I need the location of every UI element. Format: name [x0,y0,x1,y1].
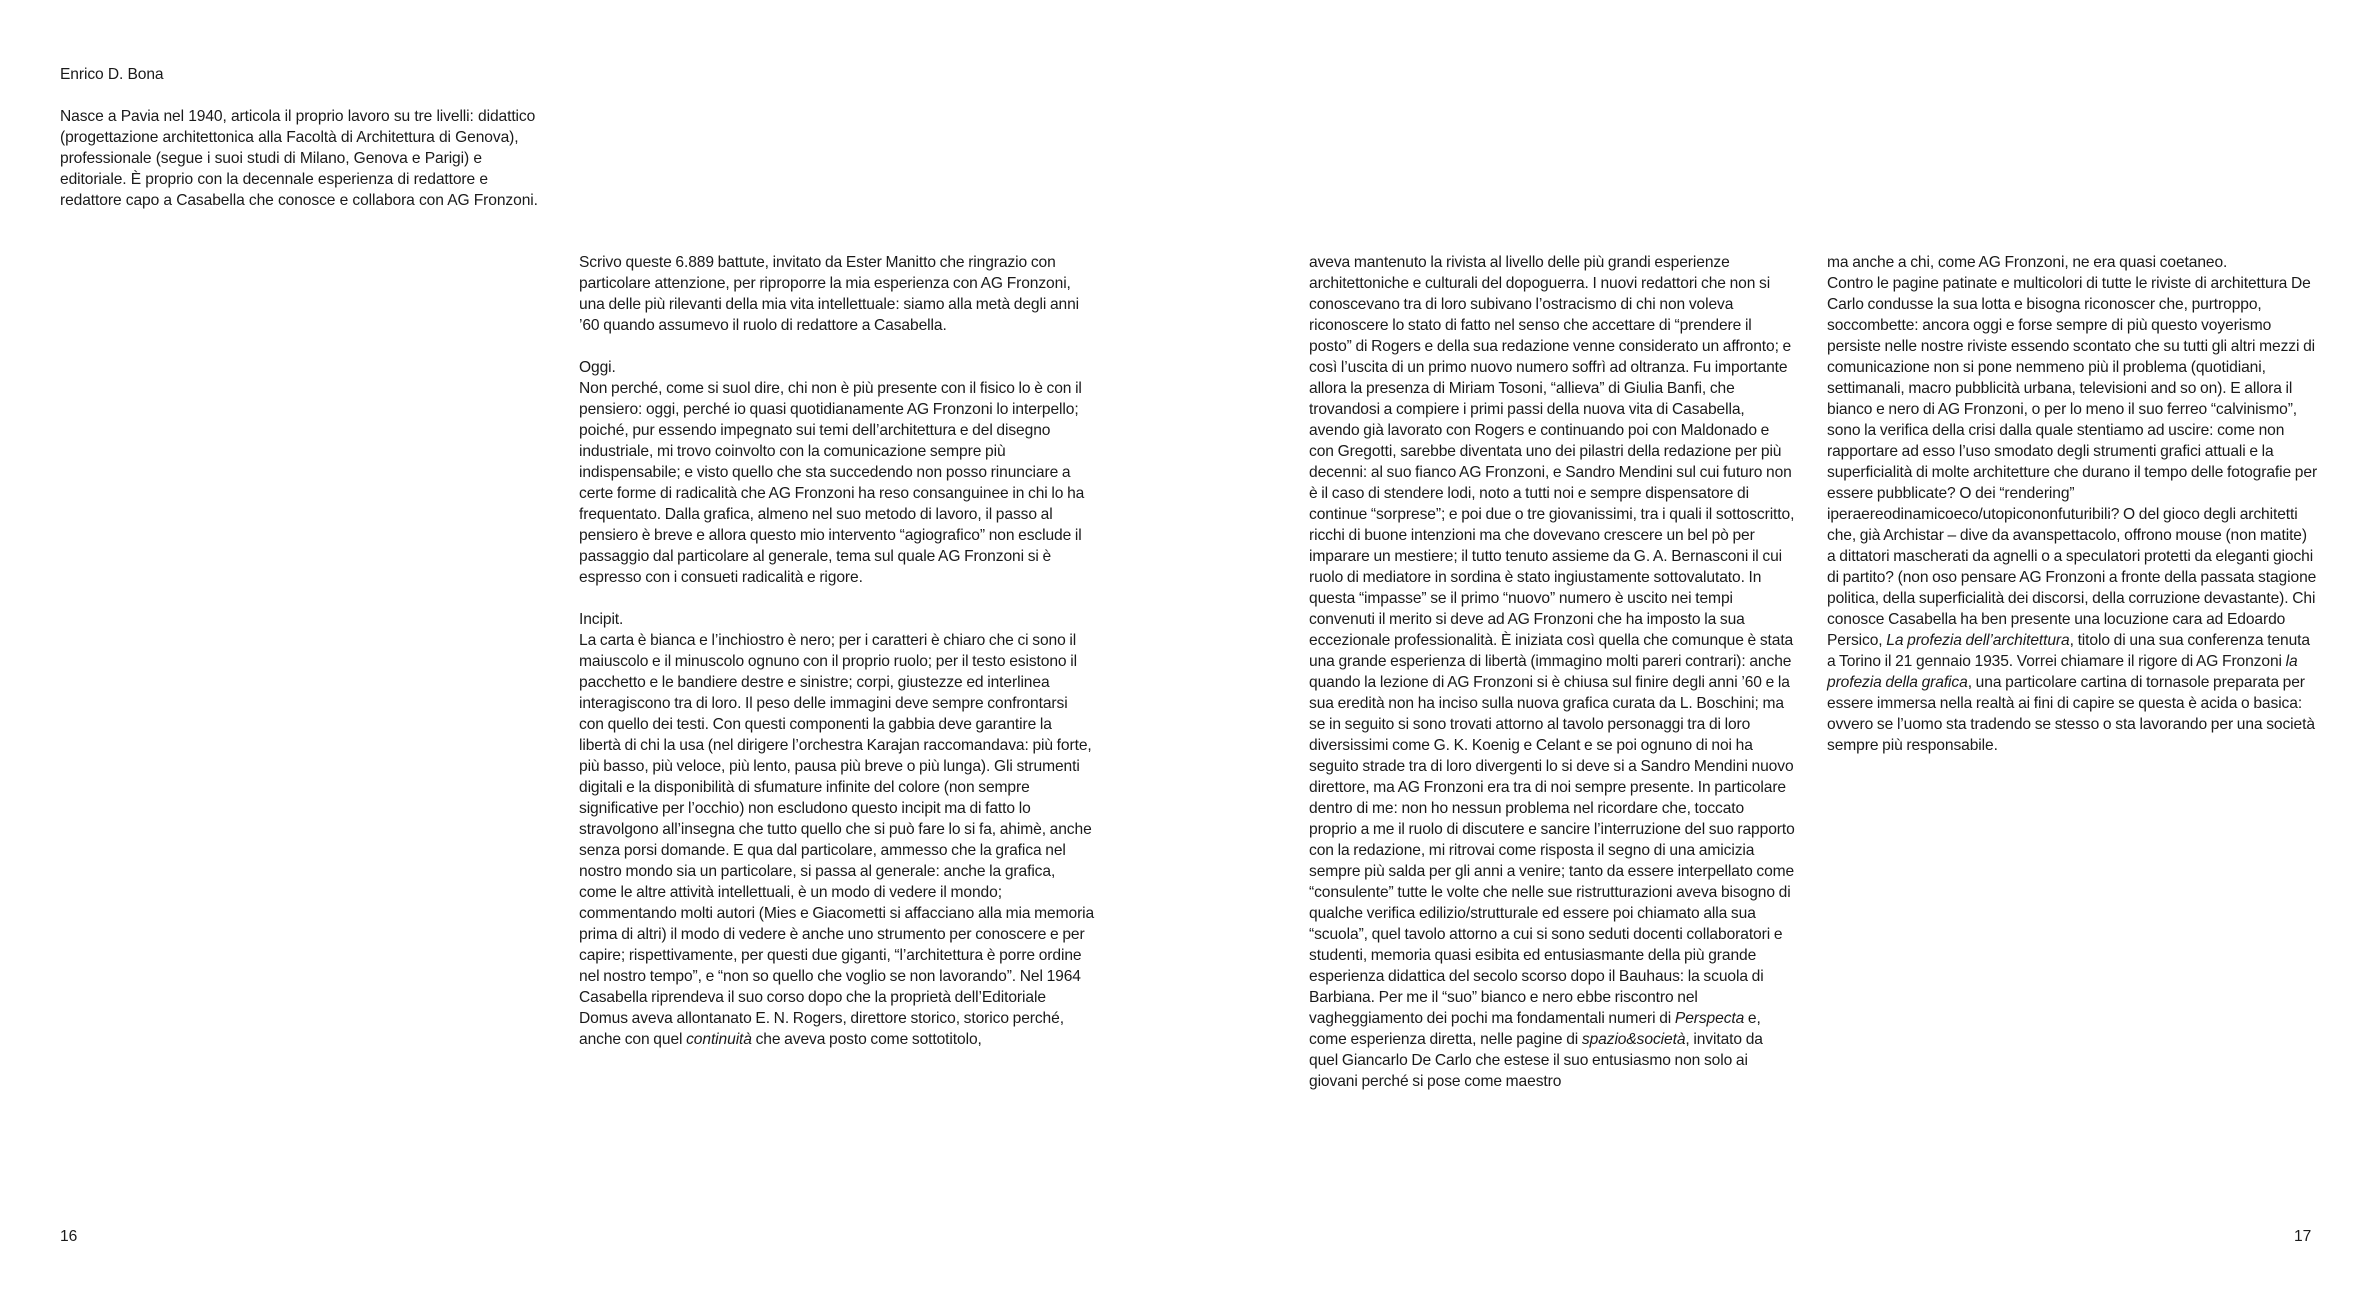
author-name: Enrico D. Bona [60,66,164,83]
oggi-paragraph: Non perché, come si suol dire, chi non è più presente con il fisico lo è con il pensiero: oggi, perché io quasi quotidianamente AG Fronzoni lo interpello; poiché, pur essendo impegnato sui temi dell’architettura e del disegno industriale, mi trovo coinvolto con la comunicazione sempre più indispensabile; e visto quello che sta succedendo non posso rinunciare a certe forme di radicalità che AG Fronzoni ha reso consanguinee in chi lo ha frequentato. Dalla grafica, almeno nel suo metodo di lavoro, il passo al pensiero è breve e allora questo mio intervento “agiografico” non esclude il passaggio dal particolare al generale, tema sul quale AG Fronzoni si è espresso con i consueti radicalità e rigore. [579,380,1085,586]
incipit-italic-continuita: continuità [686,1031,752,1048]
italic-profezia-grafica: la profezia della grafica [1827,653,2298,691]
column-2-text-part-a: aveva mantenuto la rivista al livello delle più grandi esperienze architettoniche e culturali del dopoguerra. I nuovi redattori che non si conoscevano tra di loro subivano l’ostracismo di chi non voleva riconoscere lo stato di fatto nel senso che accettare di “prendere il posto” di Rogers e della sua redazione venne considerato un affronto; e così l’uscita di un primo nuovo numero soffrì ad oltranza. Fu importante allora la presenza di Miriam Tosoni, “allieva” di Giulia Banfi, che trovandosi a compiere i primi passi della nuova vita di Casabella, avendo già lavorato con Rogers e continuando poi con Maldonado e con Gregotti, sarebbe diventata uno dei pilastri della redazione per più decenni: al suo fianco AG Fronzoni, e Sandro Mendini sul cui futuro non è il caso di stendere lodi, noto a tutti noi e sempre dispensatore di continue “sorprese”; e poi due o tre giovanissimi, tra i quali il sottoscritto, ricchi di buone intenzioni ma che dovevano crescere un bel pò per imparare un mestiere; il tutto tenuto assieme da G. A. Bernasconi il cui ruolo di mediatore in sordina è stato ingiustamente sottovalutato. In questa “impasse” se il primo “nuovo” numero è uscito nei tempi convenuti il merito si deve ad AG Fronzoni che ha imposto la sua eccezionale professionalità. È iniziata così quella che comunque è stata una grande esperienza di libertà (immagino molti pareri contrari): anche quando la lezione di AG Fronzoni si è chiusa sul finire degli anni ’60 e la sua eredità non ha inciso sulla nuova grafica curata da L. Boschini; ma se in seguito si sono trovati attorno al tavolo personaggi tra di loro diversissimi come G. K. Koenig e Celant e se poi ognuno di noi ha seguito strade tra di loro divergenti lo si deve si a Sandro Mendini nuovo direttore, ma AG Fronzoni era tra di noi sempre presente. In particolare dentro di me: non ho nessun problema nel ricordare che, toccato proprio a me il ruolo di discutere e sancire l’interruzione del suo rapporto con la redazione, mi ritrovai come risposta il segno di una amicizia sempre più salda per gli anni a venire; tanto da essere interpellato come “consulente” tutte le volte che nelle sue ristrutturazioni aveva bisogno di qualche verifica edilizio/strutturale ed essere poi chiamato alla sua “scuola”, quel tavolo attorno a cui si sono seduti docenti collaboratori e studenti, memoria quasi esibita ed entusiasmante della più grande esperienza didattica del secolo scorso dopo il Bauhaus: la scuola di Barbiana. Per me il “suo” bianco e nero ebbe riscontro nel vagheggiamento dei pochi ma fondamentali numeri di [1309,254,1795,1027]
intro-paragraph: Scrivo queste 6.889 battute, invitato da Ester Manitto che ringrazio con particolare attenzione, per riproporre la mia esperienza con AG Fronzoni, una delle più rilevanti della mia vita intellettuale: siamo alla metà degli anni ’60 quando assumevo il ruolo di redattore a Casabella. [579,254,1080,334]
incipit-paragraph [579,630,1095,1050]
column-3-text-part-c: , una particolare cartina di tornasole preparata per essere immersa nella realtà ai fini di capire se questa è acida o basica: ovvero se l’uomo sta tradendo se stesso o sta lavorando per una società sempre più responsabile. [1827,674,2315,754]
paragraph-gap [579,588,1095,609]
italic-spazio-societa: spazio&società [1581,1031,1686,1048]
column-2-text-part-c: , invitato da quel Giancarlo De Carlo che estese il suo entusiasmo non solo ai giovani perché si pose come maestro [1309,1031,1763,1090]
text-column-3 [1827,252,2319,756]
page-number-left: 16 [60,1228,78,1245]
continuation-paragraph [1309,252,1795,1092]
column-3-text-part-a: ma anche a chi, come AG Fronzoni, ne era quasi coetaneo. Contro le pagine patinate e multicolori di tutte le riviste di architettura De Carlo condusse la sua lotta e bisogna riconoscer che, purtroppo, soccombette: ancora oggi e forse sempre di più questo voyerismo persiste nelle nostre riviste essendo scontato che su tutti gli altri mezzi di comunicazione non si pone nemmeno più il problema (quotidiani, settimanali, macro pubblicità urbana, televisioni and so on). E allora il bianco e nero di AG Fronzoni, o per lo meno il suo ferreo “calvinismo”, sono la verifica della crisi dalla quale stentiamo ad uscire: come non rapportare ad esso l’uso smodato degli strumenti grafici attuali e la superficialità di molte architetture che durano il tempo delle fotografie per essere pubblicate? O dei “rendering” iperaereodinamicoeco/utopicononfuturibili? O del gioco degli architetti che, già Archistar – dive da avanspettacolo, offrono mouse (non matite) a dittatori mascherati da agnelli o a speculatori protetti da eleganti giochi di partito? (non oso pensare AG Fronzoni a fronte della passata stagione politica, della superficialità dei discorsi, della corruzione devastante). Chi conosce Casabella ha ben presente una locuzione cara ad Edoardo Persico, [1827,254,2318,649]
text-column-2 [1309,252,1795,1092]
incipit-text-part-a: La carta è bianca e l’inchiostro è nero; per i caratteri è chiaro che ci sono il maiuscolo e il minuscolo ognuno con il proprio ruolo; per il testo esistono il pacchetto e le bandiere destre e sinistre; corpi, giustezze ed interlinea interagiscono tra di loro. Il peso delle immagini deve sempre confrontarsi con quello dei testi. Con questi componenti la gabbia deve garantire la libertà di chi la usa (nel dirigere l’orchestra Karajan raccomandava: più forte, più basso, più veloce, più lento, pausa più breve o più lunga). Gli strumenti digitali e la disponibilità di sfumature infinite del colore (non sempre significative per l’occhio) non escludono questo incipit ma di fatto lo stravolgono all’insegna che tutto quello che si può fare lo si fa, ahimè, anche senza porsi domande. E qua dal particolare, ammesso che la grafica nel nostro mondo sia un particolare, si passa al generale: anche la grafica, come le altre attività intellettuali, è un modo di vedere il mondo; commentando molti autori (Mies e Giacometti si affacciano alla mia memoria prima di altri) il modo di vedere è anche uno strumento per conoscere e per capire; rispettivamente, per questi due giganti, “l’architettura è porre ordine nel nostro tempo”, e “non so quello che voglio se non lavorando”. Nel 1964 Casabella riprendeva il suo corso dopo che la proprietà dell’Editoriale Domus aveva allontanato E. N. Rogers, direttore storico, storico perché, anche con quel [579,632,1095,1048]
section-heading-incipit: Incipit. [579,611,624,628]
author-bio [60,64,544,211]
column-2-text-part-b: e, come esperienza diretta, nelle pagine di [1309,1010,1761,1048]
section-heading-oggi: Oggi. [579,359,616,376]
page-number-right: 17 [2294,1228,2312,1245]
text-column-1 [579,252,1095,1050]
column-3-text-part-b: , titolo di una sua conferenza tenuta a Torino il 21 gennaio 1935. Vorrei chiamare il rigore di AG Fronzoni [1827,632,2310,670]
italic-perspecta: Perspecta [1674,1010,1745,1027]
author-bio-text: Nasce a Pavia nel 1940, articola il proprio lavoro su tre livelli: didattico (progettazione architettonica alla Facoltà di Architettura di Genova), professionale (segue i suoi studi di Milano, Genova e Parigi) e editoriale. È proprio con la decennale esperienza di redattore e redattore capo a Casabella che conosce e collabora con AG Fronzoni. [60,108,538,209]
incipit-text-part-b: che aveva posto come sottotitolo, [751,1031,982,1048]
closing-paragraph [1827,252,2319,756]
paragraph-gap [579,336,1095,357]
italic-profezia-architettura: La profezia dell’architettura [1886,632,2070,649]
